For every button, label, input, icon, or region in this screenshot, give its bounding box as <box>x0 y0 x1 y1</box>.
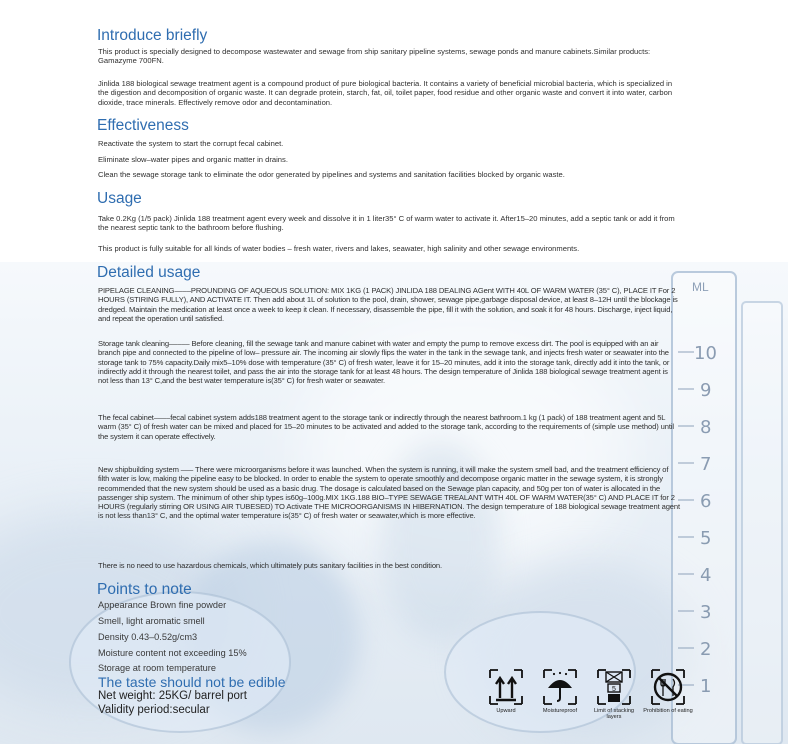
symbol-no-eating <box>642 668 694 714</box>
scale-number: 7 <box>700 454 712 475</box>
usage-paragraph-2: This product is fully suitable for all kinds of water bodies – fresh water, rivers and lakes, seawater, high salinity and other sewage environments. <box>98 244 580 253</box>
scale-number: 8 <box>700 417 712 438</box>
stacking-limit-value: 5 <box>612 685 616 693</box>
detailed-usage-heading: Detailed usage <box>97 264 201 281</box>
scale-number: 9 <box>700 380 712 401</box>
detailed-storage-tank-paragraph: Storage tank cleaning––––– Before cleaning, fill the sewage tank and manure cabinet with water and empty the pump to remove excess dirt. The pool is equipped with an air branch pipe and connected to the pipeline of low– pressure air. The incoming air slowly flips the water in the tank in the sewage tank, and injects fresh water or seawater into the storage tank to 75% capacity.Daily mix5–10% dose with temperature (35° C) of fresh water, leave it for 15–20 minutes, add it into the storage tank, directly add it into the tank, or indirectly add it through the nearest toilet, and pass the air into the storage tank for at least 48 hours. The design temperature of Jinlida 188 biological sewage treatment agent is not less than 13° C,and the best water temperature is(35° C) for fresh water or seawater. <box>98 339 670 386</box>
effectiveness-heading: Effectiveness <box>97 117 189 134</box>
point-item: Density 0.43–0.52g/cm3 <box>98 632 198 642</box>
point-item: Storage at room temperature <box>98 663 216 673</box>
detailed-fecal-cabinet-paragraph: The fecal cabinet––––fecal cabinet system adds188 treatment agent to the storage tank or indirectly through the nearest bathroom.1 kg (1 pack) of 188 treatment agent and 5L warm (35° C) of fresh water can be mixed and placed for 15–20 minutes to be activated and added to the storage tank, according to the requirements of (simple use method) until the system it can operate effectively. <box>98 413 674 441</box>
symbol-moistureproof <box>534 668 586 714</box>
intro-paragraph-1: This product is specially designed to decompose wastewater and sewage from ship sanitary pipeline systems, sewage ponds and manure cabinets.Similar products: Gamazyme 700FN. <box>98 47 651 66</box>
symbol-moistureproof-label: Moistureproof <box>542 708 578 714</box>
no-eating-icon <box>650 668 686 706</box>
point-item: Smell, light aromatic smell <box>98 616 205 626</box>
umbrella-icon <box>542 668 578 706</box>
upward-arrows-icon <box>488 668 524 706</box>
scale-number: 2 <box>700 639 712 660</box>
intro-paragraph-2: Jinlida 188 biological sewage treatment agent is a compound product of pure biological bacteria. It contains a variety of beneficial microbial bacteria, which is specialized in the digestion and decomposition of organic waste. It can degrade protein, starch, fat, oil, toilet paper, food residue and other organic waste and convert it into water, carbon dioxide, trace minerals. Effectively remove odor and decontamination. <box>98 79 673 107</box>
detailed-pipeline-paragraph: PIPELAGE CLEANING––––PROUNDING OF AQUEOUS SOLUTION: MIX 1KG (1 PACK) JINLIDA 188 DEALING AGent WITH 40L OF WARM WATER (35° C), PLACE IT For 2 HOURS (STIRING FULLY), AND ACTIVATE IT. Then add about 1L of solution to the pool, drain, shower, sewage pipe,garbage disposal device, at least 8–12H until the blockage is dredged. Maintain the medication at least once a week to keep it clean. If necessary, disassemble the pipe, fill it with the solution, and soak it for 48 hours. Discharge, inject liquid, and repeat the operation until satisfied. <box>98 286 678 323</box>
effectiveness-item: Clean the sewage storage tank to eliminate the odor generated by pipelines and systems and sanitation facilities blocked by organic waste. <box>98 170 565 179</box>
validity-period: Validity period:secular <box>98 704 210 716</box>
not-edible-warning: The taste should not be edible <box>98 674 286 690</box>
effectiveness-item: Reactivate the system to start the corrupt fecal cabinet. <box>98 139 284 148</box>
symbol-upward-label: Upward <box>496 708 516 714</box>
net-weight: Net weight: 25KG/ barrel port <box>98 690 247 702</box>
detailed-new-ship-paragraph: New shipbuilding system ––– There were microorganisms before it was launched. When the system is running, it will make the system smell bad, and the treatment efficiency of filth water is low, making the pipeline easy to be blocked. In order to enable the system to operate smoothly and decompose organic matter in the sewage system, it is strongly recommended that the new system should be used as a basic drug. The dosage is calculated based on the Sewage plan capacity, and 50g per ton of water is allocated in the passenger ship system. The minimum of other ship types is60g–100g.MIX 1KG.188 BIO–TYPE SEWAGE TREALANT WITH 40L OF WARM WATER(35° C) AND PLACE IT for 2 HOURS (regularly stirring OR USING AIR TUBESED) TO Activate THE MICROORGANISMS IN HIBERNATION. The design temperature of 188 biological sewage treatment agent is not less than13° C, and the optimal water temperature is(35° C) of fresh water or seawater,which is more effective. <box>98 465 680 521</box>
scale-number: 1 <box>700 676 712 697</box>
detailed-hazard-note: There is no need to use hazardous chemicals, which ultimately puts sanitary facilities in the best condition. <box>98 561 443 570</box>
scale-number: 10 <box>694 343 717 364</box>
intro-heading: Introduce briefly <box>97 27 208 44</box>
usage-heading: Usage <box>97 190 142 207</box>
scale-number: 4 <box>700 565 712 586</box>
symbol-upward <box>480 668 532 714</box>
scale-number: 6 <box>700 491 712 512</box>
stacking-limit-icon <box>596 668 632 706</box>
symbol-stacking-limit <box>588 668 640 720</box>
scale-number: 5 <box>700 528 712 549</box>
scale-number: 3 <box>700 602 712 623</box>
usage-paragraph-1: Take 0.2Kg (1/5 pack) Jinlida 188 treatment agent every week and dissolve it in 1 liter35° C of warm water to activate it. After15–20 minutes, add a septic tank or add it from the nearest septic tank to the bathroom before flushing. <box>98 214 675 233</box>
points-heading: Points to note <box>97 581 192 598</box>
cylinder-unit-label: ML <box>692 280 709 294</box>
symbol-stacking-limit-label: Limit of stacking layers <box>593 708 635 721</box>
point-item: Appearance Brown fine powder <box>98 600 227 610</box>
symbol-no-eating-label: Prohibition of eating <box>643 708 693 714</box>
point-item: Moisture content not exceeding 15% <box>98 648 247 658</box>
effectiveness-item: Eliminate slow–water pipes and organic matter in drains. <box>98 155 288 164</box>
